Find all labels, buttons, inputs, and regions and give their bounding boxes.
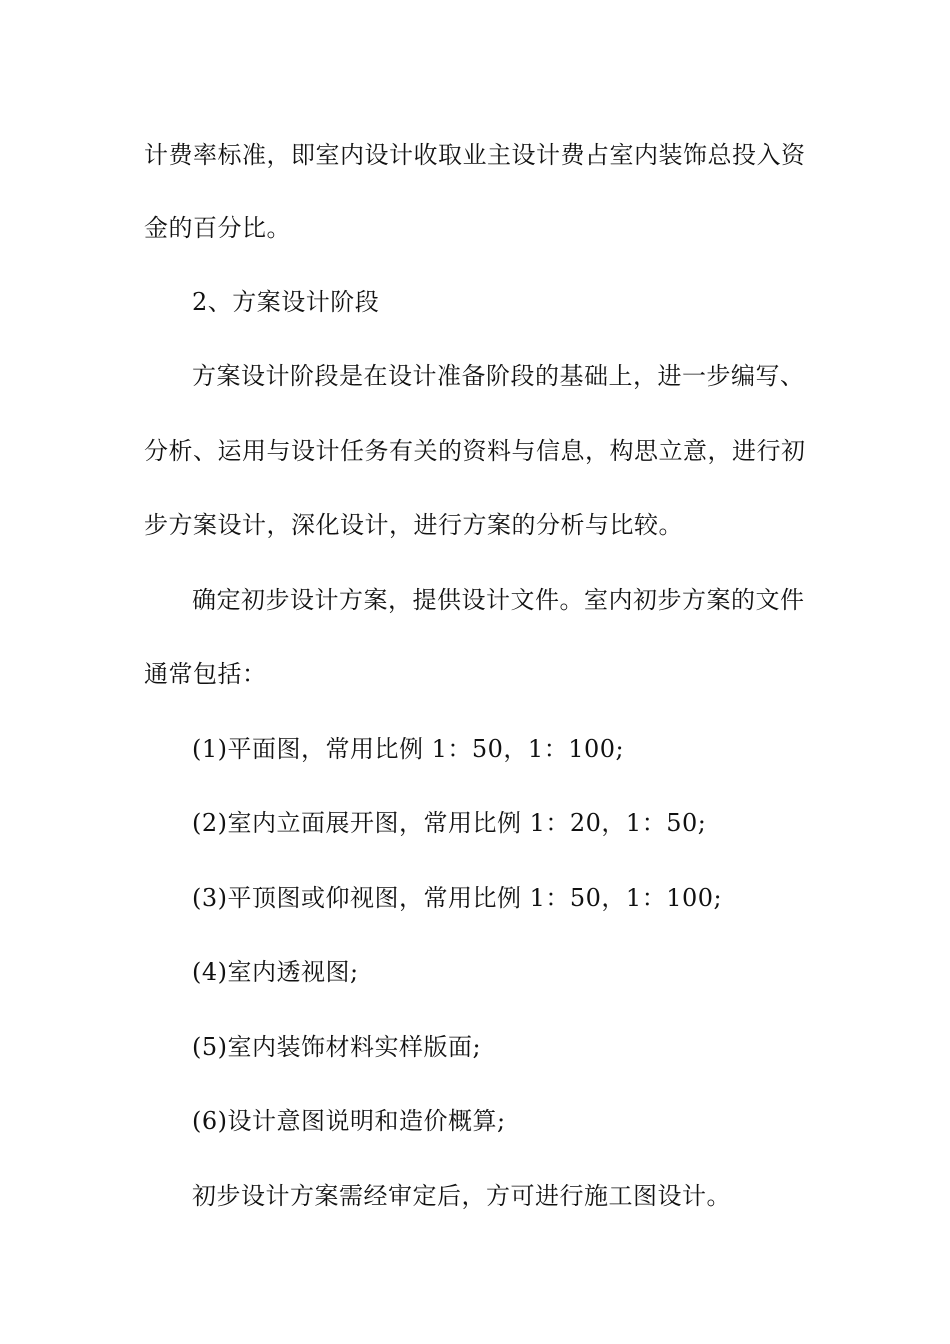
list-item: (1)平面图，常用比例 1：50，1：100; <box>192 735 625 763</box>
paragraph-line: 初步设计方案需经审定后，方可进行施工图设计。 <box>192 1182 731 1210</box>
paragraph-line: 计费率标准，即室内设计收取业主设计费占室内装饰总投入资 <box>144 141 806 169</box>
list-item: (2)室内立面展开图，常用比例 1：20，1：50; <box>192 809 707 837</box>
section-heading: 2、方案设计阶段 <box>192 288 380 316</box>
list-item: (6)设计意图说明和造价概算; <box>192 1107 506 1135</box>
paragraph-line: 方案设计阶段是在设计准备阶段的基础上，进一步编写、 <box>192 362 805 390</box>
paragraph-line: 步方案设计，深化设计，进行方案的分析与比较。 <box>144 511 683 539</box>
paragraph-line: 确定初步设计方案，提供设计文件。室内初步方案的文件 <box>192 586 805 614</box>
list-item: (4)室内透视图; <box>192 958 359 986</box>
list-item: (5)室内装饰材料实样版面; <box>192 1033 482 1061</box>
paragraph-line: 分析、运用与设计任务有关的资料与信息，构思立意，进行初 <box>144 437 806 465</box>
list-item: (3)平顶图或仰视图，常用比例 1：50，1：100; <box>192 884 723 912</box>
paragraph-line: 通常包括： <box>144 660 267 688</box>
paragraph-line: 金的百分比。 <box>144 214 291 242</box>
